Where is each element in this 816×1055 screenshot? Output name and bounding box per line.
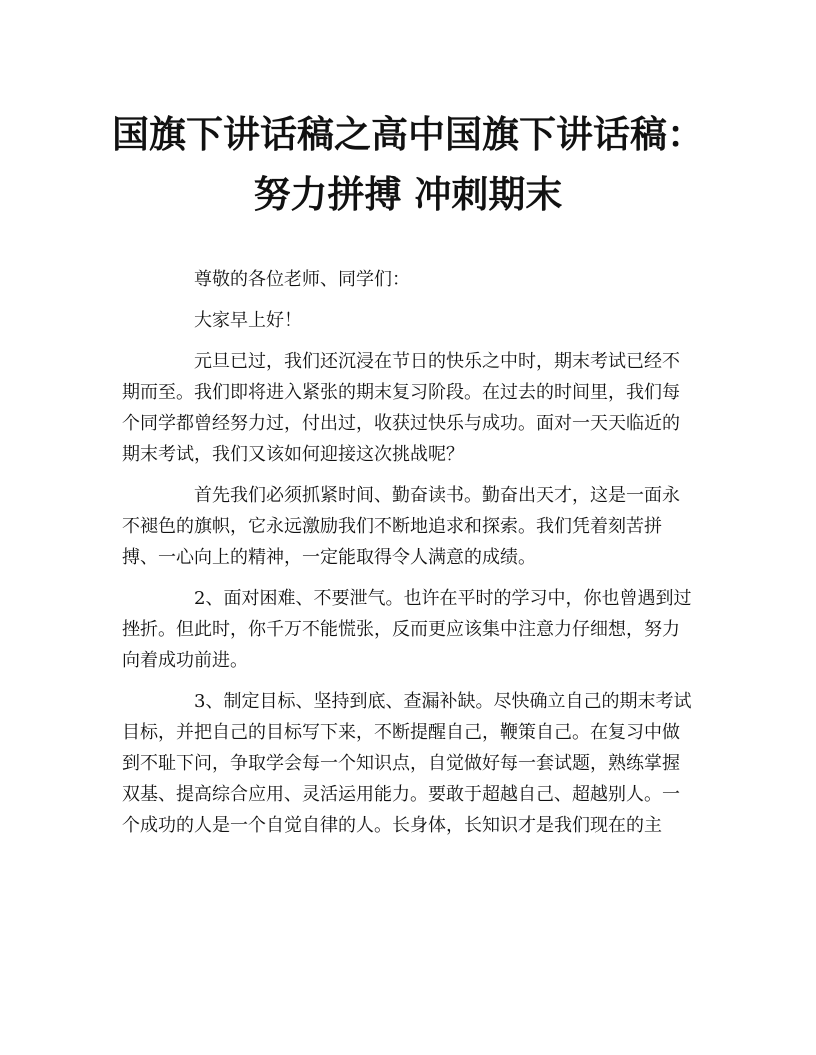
paragraph-point-3: 3、制定目标、坚持到底、查漏补缺。尽快确立自己的期末考试目标，并把自己的目标写下来，不断提醒自己，鞭策自己。在复习中做到不耻下问，争取学会每一个知识点，自觉做好每一套试题，熟练掌握双基、提高综合应用、灵活运用能力。要敢于超越自己、超越别人。一个成功的人是一个自觉自律的人。长身体，长知识才是我们现在的主: [122, 691, 692, 836]
document-title: 国旗下讲话稿之高中国旗下讲话稿：努力拼搏 冲刺期末: [112, 112, 704, 216]
paragraph-greeting: 大家早上好！: [194, 310, 302, 331]
paragraph-salutation: 尊敬的各位老师、同学们：: [194, 269, 410, 290]
paragraph-point-1: 首先我们必须抓紧时间、勤奋读书。勤奋出天才，这是一面永不褪色的旗帜，它永远激励我们不断地追求和探索。我们凭着刻苦拼搏、一心向上的精神，一定能取得令人满意的成绩。: [122, 485, 680, 568]
paragraph-point-2: 2、面对困难、不要泄气。也许在平时的学习中，你也曾遇到过挫折。但此时，你千万不能慌张，反而更应该集中注意力仔细想，努力向着成功前进。: [122, 588, 692, 671]
document-body: [122, 264, 696, 851]
paragraph-intro: 元旦已过，我们还沉浸在节日的快乐之中时，期末考试已经不期而至。我们即将进入紧张的期末复习阶段。在过去的时间里，我们每个同学都曾经努力过，付出过，收获过快乐与成功。面对一天天临近的期末考试，我们又该如何迎接这次挑战呢？: [122, 351, 680, 465]
